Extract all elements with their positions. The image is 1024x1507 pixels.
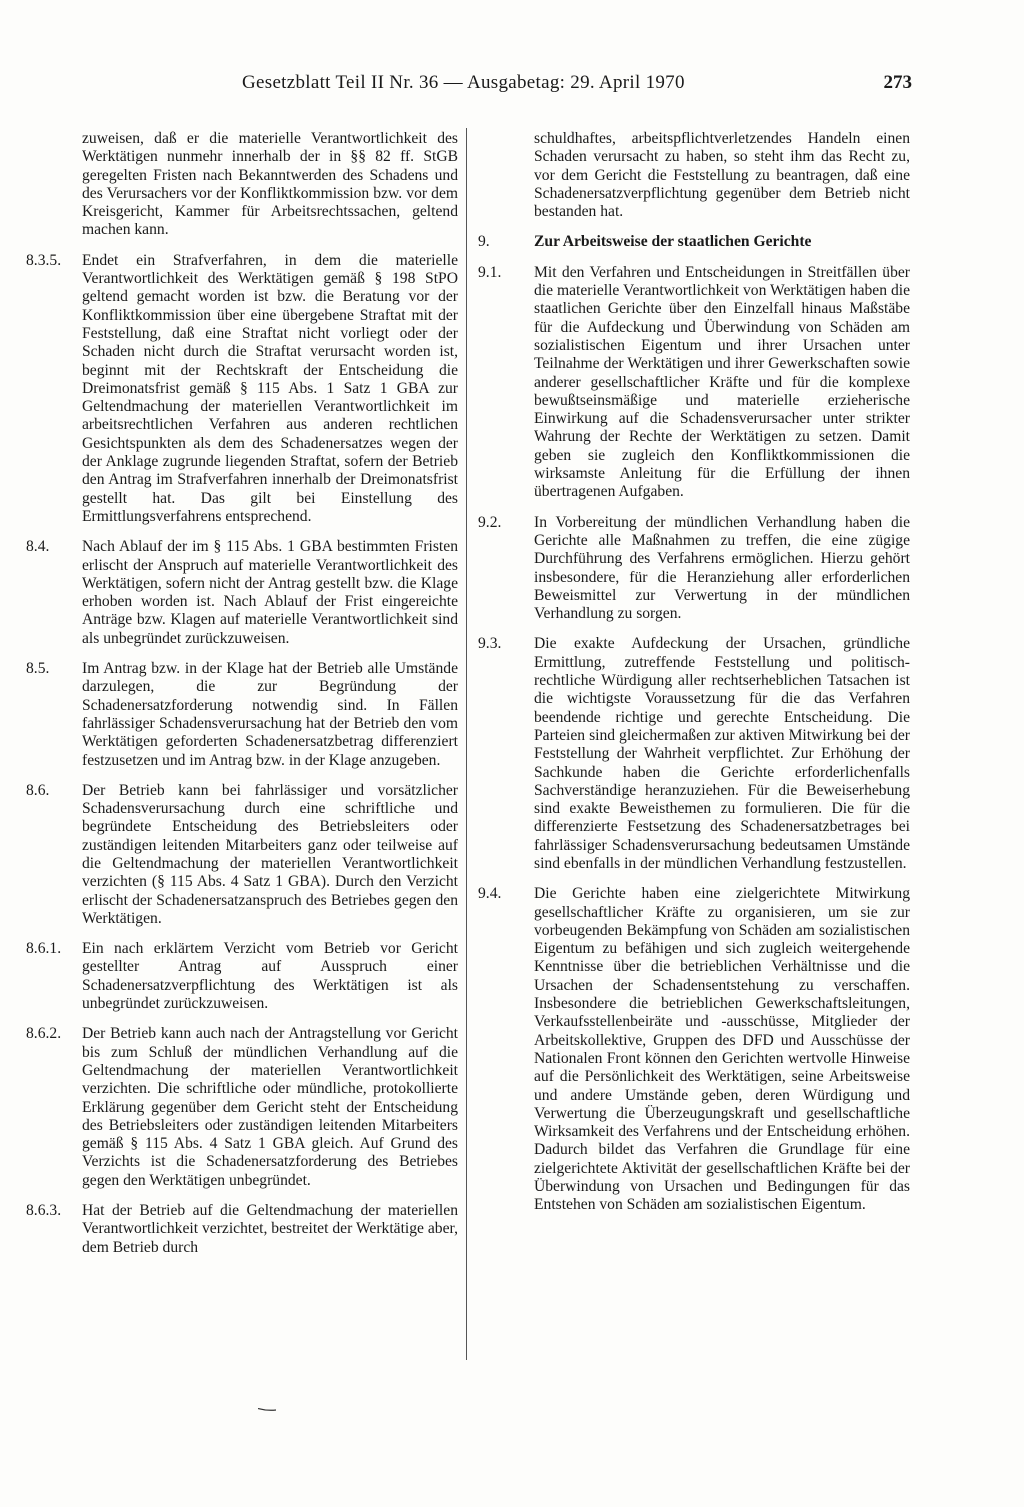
paragraph-text: schuldhaftes, arbeitspflichtverletzendes Handeln einen Schaden verursacht zu haben, so steht ihm das Recht zu, vor dem Gericht die Feststellung zu beantragen, daß eine Schadenersatzverpflichtung gegenüber dem Betrieb nicht bestanden hat. (534, 130, 910, 221)
paragraph-number: 8.6. (26, 781, 50, 799)
paragraph-text: In Vorbereitung der mündlichen Verhandlung haben die Gerichte alle Maßnahmen zu treffen, die eine zügige Durchführung des Verfahrens ermöglichen. Hierzu gehört insbesondere, für die Heranziehung aller erforderlichen Beweismittel zur Verwertung in der mündlichen Verhandlung zu sorgen. (534, 513, 910, 623)
paragraph-number: 9.1. (478, 263, 502, 281)
paragraph (26, 252, 458, 526)
paragraph-text: Der Betrieb kann auch nach der Antragstellung vor Gericht bis zum Schluß der mündlichen Verhandlung auf die Geltendmachung der materiellen Verantwortlichkeit verzichten. Die schriftliche oder mündliche, protokollierte Erklärung gegenüber dem Gericht steht der Entscheidung des Betriebsleiters oder zuständigen leitenden Mitarbeiters gemäß § 115 Abs. 4 Satz 1 GBA gleich. Auf Grund des Verzichts ist die Schadenersatzforderung des Betriebes gegen den Werktätigen unbegründet. (82, 1025, 458, 1189)
paragraph-number: 8.5. (26, 660, 50, 678)
paragraph-number: 8.4. (26, 538, 50, 556)
paragraph-text: zuweisen, daß er die materielle Verantwortlichkeit des Werktätigen nunmehr innerhalb der in §§ 82 ff. StGB geregelten Fristen nach Bekanntwerden des Schadens und des Verursachers vor der Konfliktkommission bzw. vor dem Kreisgericht, Kammer für Arbeitsrechtssachen, geltend machen kann. (82, 130, 458, 239)
paragraph-text: Der Betrieb kann bei fahrlässiger und vorsätzlicher Schadensverursachung durch eine schriftliche und begründete Entscheidung des Betriebsleiters oder zuständigen leitenden Mitarbeiters ganz oder teilweise auf die Geltendmachung der materiellen Verantwortlichkeit verzichten (§ 115 Abs. 4 Satz 1 GBA). Durch den Verzicht erlischt der Schadenersatzanspruch des Betriebes gegen den Werktätigen. (82, 781, 458, 927)
paragraph-number: 8.6.1. (26, 940, 62, 958)
paragraph-text: Ein nach erklärtem Verzicht vom Betrieb vor Gericht gestellter Antrag auf Ausspruch einer Schadenersatzverpflichtung des Werktätigen ist als unbegründet zurückzuweisen. (82, 940, 458, 1013)
paragraph-number: 9.4. (478, 885, 502, 903)
left-column (26, 130, 458, 1269)
header-title: Gesetzblatt Teil II Nr. 36 — Ausgabetag: 29. April 1970 (242, 72, 685, 93)
paragraph (478, 885, 910, 1214)
paragraph (478, 635, 910, 873)
paragraph (26, 130, 458, 240)
paragraph-number: 9.2. (478, 513, 502, 531)
paragraph (26, 538, 458, 648)
paragraph-text: Hat der Betrieb auf die Geltendmachung der materiellen Verantwortlichkeit verzichtet, bestreitet der Werktätige aber, dem Betrieb durch (82, 1202, 458, 1256)
paragraph-text: Im Antrag bzw. in der Klage hat der Betrieb alle Umstände darzulegen, die zur Begründung der Schadenersatzforderung notwendig sind. In Fällen fahrlässiger Schadensverursachung hat der Betrieb den vom Werktätigen geforderten Schadenersatzbetrag differenziert festzusetzen und im Antrag bzw. in der Klage anzugeben. (82, 660, 458, 769)
right-column (478, 130, 910, 1227)
paragraph-number: 8.6.3. (26, 1202, 62, 1220)
paragraph-text: Mit den Verfahren und Entscheidungen in Streitfällen über die materielle Verantwortlichkeit von Werktätigen haben die staatlichen Gerichte über den Einzelfall hinaus Maßstäbe für die Aufdeckung und Überwindung von Schäden am sozialistischen Eigentum und ihrer Ursachen unter Teilnahme der Werktätigen und ihrer Gewerkschaften sowie anderer gesellschaftlicher Kräfte und für die komplexe bewußtseinsmäßige und materielle erzieherische Einwirkung auf die Schadensverursacher unter strikter Wahrung der Rechte der Werktätigen zu setzen. Damit geben sie zugleich den Konfliktkommissionen die wirksamste Anleitung für die Erfüllung der ihnen übertragenen Aufgaben. (534, 263, 910, 501)
page-number: 273 (883, 72, 912, 93)
paragraph-number: 9.3. (478, 635, 502, 653)
paragraph-number: 8.3.5. (26, 251, 62, 269)
paragraph-text: Nach Ablauf der im § 115 Abs. 1 GBA bestimmten Fristen erlischt der Anspruch auf materielle Verantwortlichkeit des Werktätigen, sofern nicht der Antrag gestellt bzw. die Klage erhoben worden ist. Nach Ablauf der Frist eingereichte Anträge bzw. Klagen auf materielle Verantwortlichkeit sind als unbegründet zurückzuweisen. (82, 538, 458, 647)
section-title: Zur Arbeitsweise der staatlichen Gerichte (534, 233, 812, 251)
paragraph-text: Die Gerichte haben eine zielgerichtete Mitwirkung gesellschaftlicher Kräfte zu organisieren, um sie zur vorbeugenden Bekämpfung von Schäden am sozialistischen Eigentum zu befähigen und sich zugleich weitergehende Kenntnisse über die betrieblichen Verhältnisse und die Ursachen der Schadensentstehung zu verschaffen. Insbesondere die betrieblichen Gewerkschaftsleitungen, Verkaufsstellenbeiräte und -ausschüsse, Mitglieder der Arbeitskollektive, Gruppen des DFD und Ausschüsse der Nationalen Front können den Gerichten wertvolle Hinweise auf die Persönlichkeit des Werktätigen, seine Arbeitsweise und andere Umstände geben, deren Würdigung und Verwertung die Überzeugungskraft und gesellschaftliche Wirksamkeit des Verfahrens und der Entscheidung erhöhen. Dadurch bildet das Verfahren die Grundlage für eine zielgerichtete Aktivität der gesellschaftlichen Kräfte bei der Überwindung von Ursachen und Bedingungen für das Entstehen von Schäden am sozialistischen Eigentum. (534, 885, 910, 1214)
paragraph (26, 1025, 458, 1190)
paragraph (26, 1202, 458, 1257)
section-heading (478, 233, 910, 251)
paragraph (478, 130, 910, 221)
paragraph-text: Endet ein Strafverfahren, in dem die materielle Verantwortlichkeit des Werktätigen gemäß § 198 StPO geltend gemacht worden ist bzw. die Beratung vor der Konfliktkommission über eine übergebene Straftat mit der Feststellung, daß eine Straftat nicht vorliegt oder der Schaden nicht durch die Straftat verursacht worden ist, beginnt mit der Rechtskraft der Entscheidung die Dreimonatsfrist gemäß § 115 Abs. 1 Satz 1 GBA zur Geltendmachung der materiellen Verantwortlichkeit im arbeitsrechtlichen Verfahren aus anderen rechtlichen Gesichtspunkten als dem des Schadenersatzes wegen der der Anklage zugrunde liegenden Straftat, sofern der Betrieb den Antrag im Strafverfahren innerhalb der Dreimonatsfrist gestellt hat. Das gilt bei Einstellung des Ermittlungsverfahrens entsprechend. (82, 251, 458, 525)
paragraph (478, 264, 910, 502)
paragraph-number: 8.6.2. (26, 1025, 62, 1043)
column-divider (466, 128, 467, 1360)
paragraph (26, 660, 458, 770)
page-header (80, 72, 912, 100)
paragraph-text: Die exakte Aufdeckung der Ursachen, gründliche Ermittlung, zutreffende Feststellung und politisch-rechtliche Würdigung aller rechtserheblichen Tatsachen ist die wichtigste Voraussetzung für die das Verfahren beendende richtige und gerechte Entscheidung. Die Parteien sind gleichermaßen zur aktiven Mitwirkung bei der Feststellung der Wahrheit verpflichtet. Zur Erhöhung der Sachkunde haben die Gerichte erforderlichenfalls Sachverständige heranzuziehen. Für die Beweiserhebung sind exakte Beweisthemen zu formulieren. Die für die differenzierte Festsetzung des Schadenersatzbetrages bei fahrlässiger Schadensverursachung bedeutsamen Umstände sind ebenfalls in der mündlichen Verhandlung festzustellen. (534, 635, 910, 872)
paragraph (26, 782, 458, 928)
stray-pen-mark (258, 1408, 276, 1411)
paragraph (26, 940, 458, 1013)
paragraph (478, 514, 910, 624)
section-number: 9. (478, 233, 490, 251)
